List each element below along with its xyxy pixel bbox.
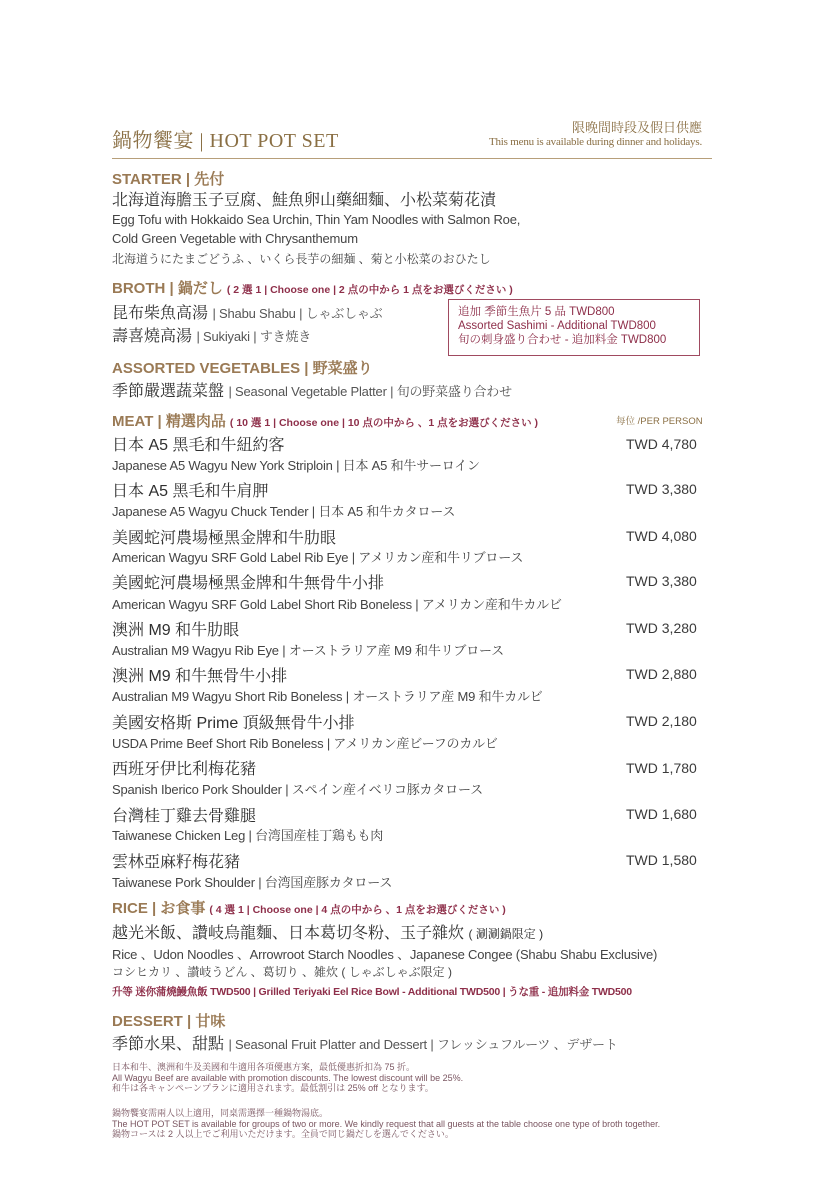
broth-item-desc: | Sukiyaki | すき焼き [196,329,312,344]
per-person-label: 每位 /PER PERSON [616,416,703,427]
meat-item-name: 澳洲 M9 和牛肋眼 [112,622,240,639]
meat-item-price: TWD 2,880 [626,666,697,682]
meat-item-name: 美國蛇河農場極黑金牌和牛肋眼 [112,530,337,547]
meat-item-price: TWD 3,380 [626,481,697,497]
broth-heading [112,277,513,298]
broth-item [112,323,311,346]
broth-choice-note: ( 2 選 1 | Choose one | 2 点の中から 1 点をお選びください ) [226,284,513,296]
starter-name-zh: 北海道海膽玉子豆腐、鮭魚卵山藥細麵、小松菜菊花漬 [112,192,497,209]
wagyu-note-en: All Wagyu Beef are available with promotion discounts. The lowest discount will be 25%. [112,1072,464,1083]
group-note-en: The HOT POT SET is available for groups of two or more. We kindly request that all guests at the table choose one type of broth together. [112,1118,661,1129]
sashimi-addon-en: Assorted Sashimi - Additional TWD800 [458,320,656,332]
dessert-heading: DESSERT | 甘味 [112,1013,226,1030]
availability-note-en: This menu is available during dinner and holidays. [488,136,702,148]
meat-item-name: 西班牙伊比利梅花豬 [112,761,257,778]
rice-items-note: ( 涮涮鍋限定 ) [468,927,544,941]
meat-item-name: 美國安格斯 Prime 頂級無骨牛小排 [112,715,355,732]
rice-items-zh: 越光米飯、讚岐烏龍麵、日本葛切冬粉、玉子雜炊 [112,925,465,942]
sashimi-addon-box [448,299,700,356]
broth-item [112,300,382,323]
starter-desc-en-2: Cold Green Vegetable with Chrysanthemum [112,231,358,246]
header-divider [112,158,712,159]
broth-item-zh: 壽喜燒高湯 [112,328,193,345]
meat-item-desc: Spanish Iberico Pork Shoulder | スペイン産イベリコ豚カタロース [112,782,483,797]
meat-item-name: 美國蛇河農場極黑金牌和牛無骨牛小排 [112,575,385,592]
starter-desc-jp: 北海道うにたまごどうふ 、いくら長芋の細麺 、菊と小松菜のおひたし [112,252,491,266]
wagyu-discount-note [112,1062,463,1094]
group-policy-note [112,1108,660,1140]
dessert-item-zh: 季節水果、甜點 [112,1036,225,1053]
vegetables-item [112,378,512,401]
meat-item-desc: Taiwanese Chicken Leg | 台湾国産桂丁鶏もも肉 [112,828,384,843]
group-note-jp: 鍋物コースは 2 人以上でご利用いただけます。全員で同じ鍋だしを選んでください。 [112,1129,454,1139]
broth-item-zh: 昆布柴魚高湯 [112,305,209,322]
meat-item-desc: Australian M9 Wagyu Rib Eye | オーストラリア産 M9 和牛リブロース [112,643,504,658]
rice-items-jp: コシヒカリ 、讃岐うどん 、葛切り 、雑炊 ( しゃぶしゃぶ限定 ) [112,965,452,979]
starter-heading: STARTER | 先付 [112,171,225,188]
meat-item-price: TWD 4,780 [626,436,697,452]
meat-item-name: 日本 A5 黑毛和牛肩胛 [112,483,269,500]
rice-choice-note: ( 4 選 1 | Choose one | 4 点の中から 、1 点をお選びください ) [209,904,506,916]
meat-item-desc: USDA Prime Beef Short Rib Boneless | アメリカン産ビーフのカルビ [112,736,498,751]
vegetables-item-desc: | Seasonal Vegetable Platter | 旬の野菜盛り合わせ [228,384,512,399]
group-note-zh: 鍋物饗宴需兩人以上適用，同桌需選擇一種鍋物湯底。 [112,1108,329,1118]
meat-choice-note: ( 10 選 1 | Choose one | 10 点の中から 、1 点をお選びください ) [229,417,539,429]
eel-rice-upgrade: 升等 迷你蒲燒鰻魚飯 TWD500 | Grilled Teriyaki Eel Rice Bowl - Additional TWD500 | うな重 - 追加料金 TWD500 [112,986,632,998]
meat-item-price: TWD 4,080 [626,528,697,544]
meat-item-price: TWD 3,380 [626,573,697,589]
meat-item-name: 澳洲 M9 和牛無骨牛小排 [112,668,288,685]
rice-items-en: Rice 、Udon Noodles 、Arrowroot Starch Noodles 、Japanese Congee (Shabu Shabu Exclusive) [112,947,658,962]
meat-item-price: TWD 3,280 [626,620,697,636]
meat-item-price: TWD 1,580 [626,852,697,868]
wagyu-note-zh: 日本和牛、澳洲和牛及美國和牛適用各項優惠方案，最低優惠折扣為 75 折。 [112,1062,416,1072]
meat-item-name: 台灣桂丁雞去骨雞腿 [112,808,257,825]
rice-heading-title: RICE | お食事 [112,900,206,917]
page-title: 鍋物饗宴 | HOT POT SET [112,130,339,152]
wagyu-note-jp: 和牛は各キャンペーンプランに適用されます。最低割引は 25% off となります。 [112,1083,434,1093]
rice-heading [112,897,506,918]
meat-heading [112,410,538,431]
meat-item-desc: American Wagyu SRF Gold Label Rib Eye | アメリカン産和牛リブロース [112,550,524,565]
meat-item-desc: Australian M9 Wagyu Short Rib Boneless | オーストラリア産 M9 和牛カルビ [112,689,543,704]
meat-heading-title: MEAT | 精選肉品 [112,413,226,430]
sashimi-addon-jp: 旬の刺身盛り合わせ - 追加料金 TWD800 [458,334,667,346]
broth-item-desc: | Shabu Shabu | しゃぶしゃぶ [212,306,383,321]
rice-items [112,920,543,943]
meat-item-price: TWD 2,180 [626,713,697,729]
availability-note-zh: 限晚間時段及假日供應 [571,120,702,135]
meat-item-desc: Japanese A5 Wagyu New York Striploin | 日本 A5 和牛サーロイン [112,458,480,473]
meat-item-name: 日本 A5 黑毛和牛紐約客 [112,437,285,454]
meat-item-desc: Taiwanese Pork Shoulder | 台湾国産豚カタロース [112,875,393,890]
meat-item-desc: American Wagyu SRF Gold Label Short Rib Boneless | アメリカン産和牛カルビ [112,597,562,612]
vegetables-heading: ASSORTED VEGETABLES | 野菜盛り [112,360,373,377]
meat-item-price: TWD 1,780 [626,760,697,776]
meat-item-price: TWD 1,680 [626,806,697,822]
sashimi-addon-zh: 追加 季節生魚片 5 品 TWD800 [458,306,615,318]
broth-heading-title: BROTH | 鍋だし [112,280,223,297]
starter-desc-en-1: Egg Tofu with Hokkaido Sea Urchin, Thin Yam Noodles with Salmon Roe, [112,212,521,227]
vegetables-item-zh: 季節嚴選蔬菜盤 [112,383,225,400]
meat-item-desc: Japanese A5 Wagyu Chuck Tender | 日本 A5 和牛カタロース [112,504,456,519]
dessert-item [112,1031,618,1054]
meat-item-name: 雲林亞麻籽梅花豬 [112,854,241,871]
dessert-item-desc: | Seasonal Fruit Platter and Dessert | フレッシュフルーツ 、デザート [228,1037,618,1052]
